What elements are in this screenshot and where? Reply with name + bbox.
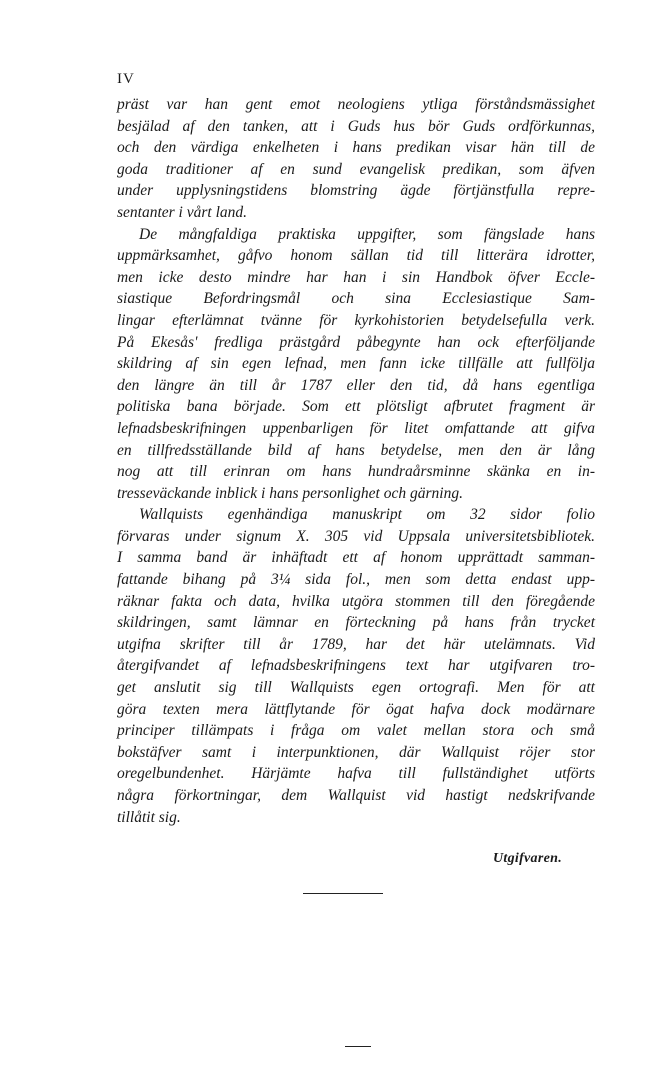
- text-line: skildring af sin egen lefnad, men fann icke tillfälle att fullfölja: [117, 355, 595, 373]
- text-line: präst var han gent emot neologiens ytliga förståndsmässighet: [117, 96, 595, 113]
- text-line: den längre än till år 1787 eller den tid, då hans egentliga: [117, 376, 595, 394]
- text-line: utgifna skrifter till år 1789, har det här utelämnats. Vid: [117, 635, 595, 653]
- text-line: men icke desto mindre har han i sin Handbok öfver Eccle-: [117, 268, 595, 286]
- text-line: goda traditioner af en sund evangelisk predikan, som äfven: [117, 160, 595, 178]
- text-line: bokstäfver samt i interpunktionen, där Wallquist röjer stor: [117, 743, 595, 761]
- text-line: politiska bana började. Som ett plötsligt afbrutet fragment är: [117, 398, 595, 416]
- text-line: besjälad af den tanken, att i Guds hus bör Guds ordförkunnas,: [117, 117, 595, 135]
- text-line: skildringen, samt lämnar en förteckning på hans från trycket: [117, 614, 595, 632]
- text-line: räknar fakta och data, hvilka utgöra stommen till den föregående: [117, 592, 595, 610]
- text-line: I samma band är inhäftadt ett af honom upprättadt samman-: [117, 549, 595, 567]
- text-line: uppmärksamhet, gåfvo honom sällan tid till litterära idrotter,: [117, 247, 595, 265]
- text-line: siastique Befordringsmål och sina Ecclesiastique Sam-: [117, 290, 595, 308]
- text-line: göra texten mera lättflytande för ögat hafva dock modärnare: [117, 700, 595, 718]
- divider-rule: [303, 893, 383, 894]
- text-line: under upplysningstidens blomstring ägde förtjänstfulla repre-: [117, 182, 595, 200]
- text-line: fattande bihang på 3¼ sida fol., men som detta endast upp-: [117, 571, 595, 589]
- text-line: På Ekesås' fredliga prästgård påbegynte han ock efterföljande: [117, 333, 595, 351]
- text-line: lefnadsbeskrifningen uppenbarligen för litet omfattande att gifva: [117, 419, 595, 437]
- body-text: [117, 94, 595, 828]
- text-line: oregelbundenhet. Härjämte hafva till fullständighet utförts: [117, 765, 595, 783]
- text-line: lingar efterlämnat tvänne för kyrkohistorien betydelsefulla verk.: [117, 311, 595, 329]
- text-line: och den värdiga enkelheten i hans predikan visar hän till de: [117, 139, 595, 157]
- text-line: get anslutit sig till Wallquists egen ortografi. Men för att: [117, 679, 595, 697]
- text-line: några förkortningar, dem Wallquist vid hastigt nedskrifvande: [117, 787, 595, 804]
- signature: Utgifvaren.: [492, 851, 562, 866]
- footer-dash: [345, 1046, 371, 1047]
- text-line: nog att till erinran om hans hundraårsminne skänka en in-: [117, 463, 595, 481]
- text-line: återgifvandet af lefnadsbeskrifningens text har utgifvaren tro-: [117, 657, 595, 675]
- text-line: tresseväckande inblick i hans personlighet och gärning.: [117, 484, 463, 502]
- text-line: en tillfredsställande bild af hans betydelse, men den är lång: [117, 441, 595, 459]
- text-line: Wallquists egenhändiga manuskript om 32 sidor folio: [139, 506, 595, 524]
- text-line: principer tillämpats i fråga om valet mellan stora och små: [117, 722, 595, 740]
- text-line: De mångfaldiga praktiska uppgifter, som fängslade hans: [139, 225, 595, 243]
- text-line: tillåtit sig.: [117, 808, 181, 826]
- page-number: IV: [117, 71, 135, 87]
- text-line: förvaras under signum X. 305 vid Uppsala universitetsbibliotek.: [117, 527, 595, 545]
- text-line: sentanter i vårt land.: [117, 203, 248, 221]
